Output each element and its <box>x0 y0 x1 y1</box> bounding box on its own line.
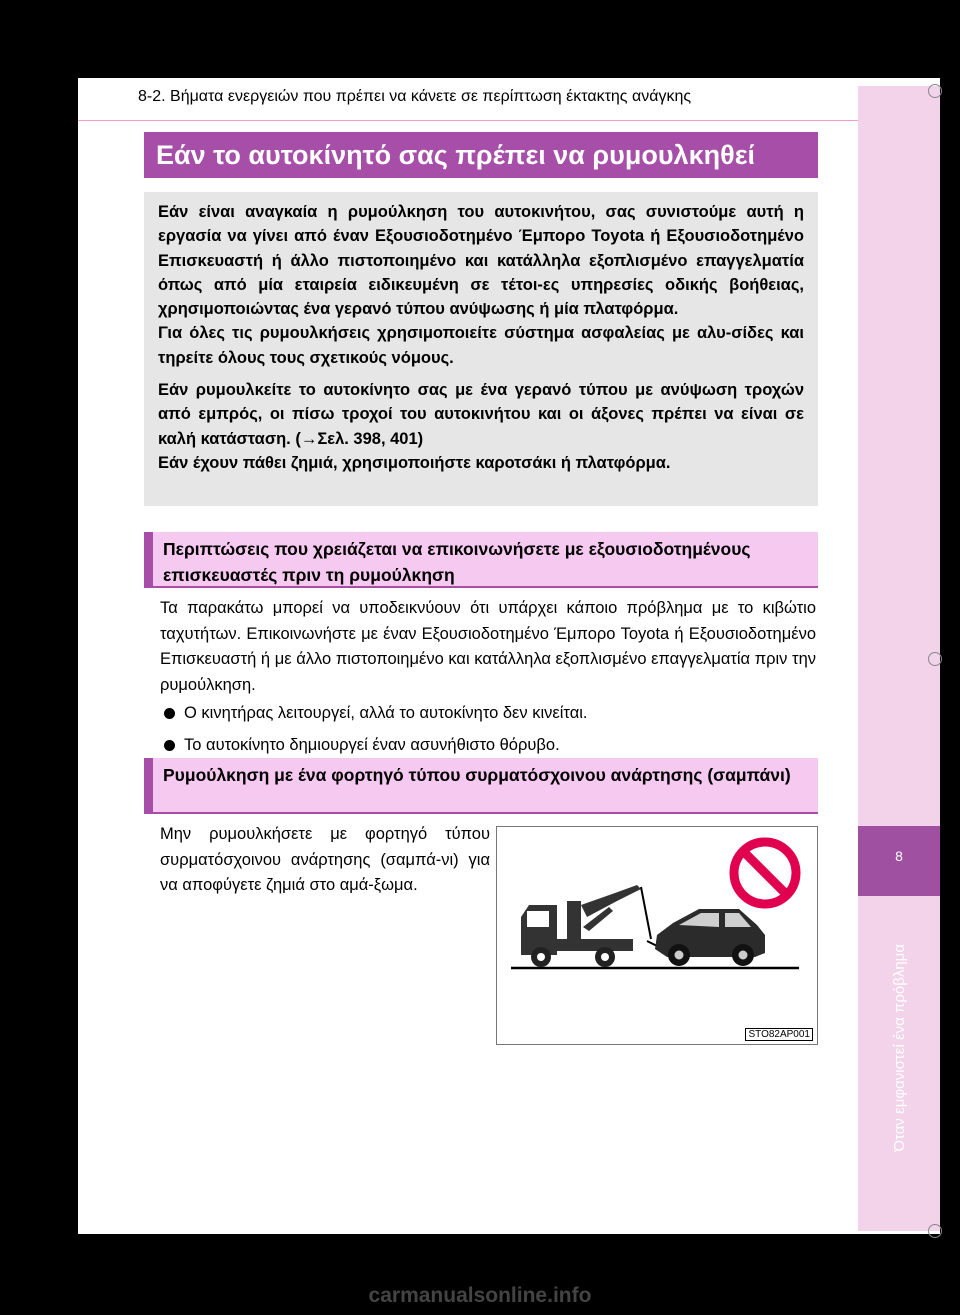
section-heading-sling-tow: Ρυμούλκηση με ένα φορτηγό τύπου συρματόσχοινου ανάρτησης (σαμπάνι) <box>144 758 818 814</box>
sling-tow-paragraph: Μην ρυμουλκήσετε με φορτηγό τύπου συρματόσχοινου ανάρτησης (σαμπά-νι) για να αποφύγετε ζημιά στο αμά-ξωμα. <box>160 825 490 894</box>
section-contact-body <box>160 596 816 764</box>
registration-mark <box>928 1224 942 1238</box>
intro-paragraph-4: Εάν έχουν πάθει ζημιά, χρησιμοποιήστε καροτσάκι ή πλατφόρμα. <box>158 453 671 472</box>
prohibition-icon <box>734 842 796 904</box>
section-sling-tow-body <box>160 822 490 899</box>
intro-paragraph-2: Για όλες τις ρυμουλκήσεις χρησιμοποιείτε σύστημα ασφαλείας με αλυ-σίδες και τηρείτε όλους τους σχετικούς νόμους. <box>158 324 804 367</box>
section-heading-contact: Περιπτώσεις που χρειάζεται να επικοινωνήσετε με εξουσιοδοτημένους επισκευαστές πριν τη ρυμούλκηση <box>144 532 818 588</box>
manual-page <box>78 78 940 1234</box>
tow-truck-figure <box>496 826 818 1045</box>
intro-paragraph-1: Εάν είναι αναγκαία η ρυμούλκηση του αυτοκινήτου, σας συνιστούμε αυτή η εργασία να γίνει από έναν Εξουσιοδοτημένο Έμπορο Toyota ή Εξουσιοδοτημένο Επισκευαστή ή άλλο πιστοποιημένο και κατάλληλα εξοπλισμένο επαγγελματία όπως από μία εταιρεία ειδικευμένη σε τέτοι-ες υπηρεσίες οδικής βοήθειας, χρησιμοποιώντας ένα γερανό τύπου ανύψωσης ή μία πλατφόρμα. <box>158 203 804 319</box>
list-item: Το αυτοκίνητο δημιουργεί έναν ασυνήθιστο θόρυβο. <box>160 733 816 759</box>
section-contact-paragraph: Τα παρακάτω μπορεί να υποδεικνύουν ότι υπάρχει κάποιο πρόβλημα με το κιβώτιο ταχυτήτων. Επικοινωνήστε με έναν Εξουσιοδοτημένο Έμπορο Toyota ή Εξουσιοδοτημένο Επισκευαστή ή με άλλο πιστοποιημένο και κατάλληλα εξοπλισμένο επαγγελματία πριν την ρυμούλκηση. <box>160 599 816 694</box>
intro-box <box>144 192 818 506</box>
list-item: Ο κινητήρας λειτουργεί, αλλά το αυτοκίνητο δεν κινείται. <box>160 701 816 727</box>
chapter-number: 8 <box>895 848 903 864</box>
registration-mark <box>928 652 942 666</box>
intro-paragraph-3: Εάν ρυμουλκείτε το αυτοκίνητο σας με ένα γερανό τύπου με ανύψωση τροχών από εμπρός, οι πίσω τροχοί του αυτοκινήτου και οι άξονες πρέπει να είναι σε καλή κατάσταση. (→Σελ. 398, 401) <box>158 381 804 448</box>
breadcrumb: 8-2. Βήματα ενεργειών που πρέπει να κάνετε σε περίπτωση έκτακτης ανάγκης <box>138 88 692 105</box>
page-title: Εάν το αυτοκίνητό σας πρέπει να ρυμουλκηθεί <box>144 132 818 178</box>
registration-mark <box>928 84 942 98</box>
chapter-label-box <box>856 928 940 1168</box>
header-divider <box>78 120 858 121</box>
tow-truck-illustration <box>497 827 817 1044</box>
watermark: carmanualsonline.info <box>368 1284 592 1307</box>
chapter-label: Όταν εμφανιστεί ένα πρόβλημα <box>890 944 908 1152</box>
figure-code: STO82AP001 <box>745 1028 813 1041</box>
symptom-list <box>160 701 816 758</box>
